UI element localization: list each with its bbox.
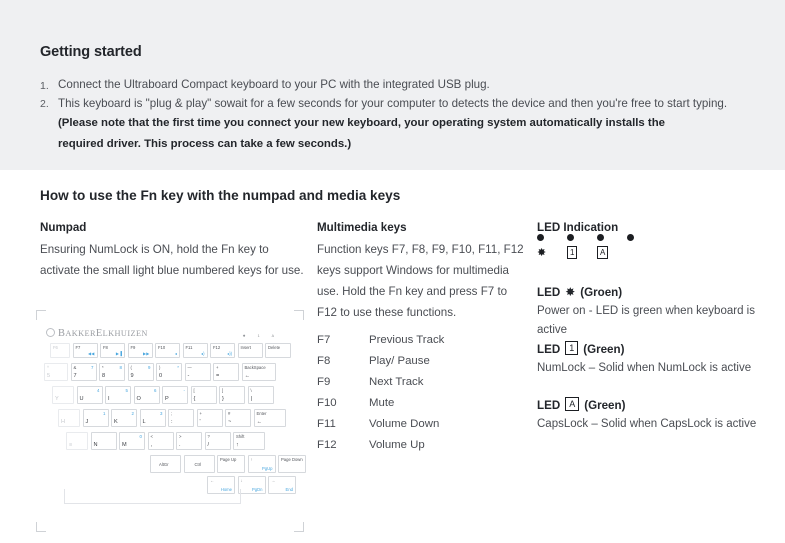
key-i: I 5 [105,386,131,404]
key-f9: F9 ▶▶ [128,343,153,358]
fn-key-action: Mute [369,397,395,409]
numpad-body: Ensuring NumLock is ON, hold the Fn key to activate the small light blue numbered keys for use. [40,243,304,277]
list-item-text: This keyboard is "plug & play" sowait for a few seconds for your computer to detects the device and then you're free to start typing. [58,96,728,110]
list-item-number: 1. [40,79,49,92]
keyboard-row-function [50,343,294,358]
key-f6: F6 [50,343,70,358]
keyboard-key-grid [47,343,303,526]
led-dot-bluetooth [537,234,544,241]
key-h: H [58,409,80,427]
table-row [317,393,532,414]
key-insert: Insert [238,343,263,358]
key-slash: ? / [205,432,231,450]
keyboard-row-modifiers [150,455,309,473]
key-minus: — - [185,363,211,381]
keyboard-led-numlock: 1 [257,334,260,338]
table-row [317,330,532,351]
key-pgdn: ↓ PgDn [238,476,266,494]
led-color: (Green) [584,398,626,412]
key-comma: < , [148,432,174,450]
key-7: & 7 7 [71,363,97,381]
led-dot-blank [627,234,634,241]
led-label: LED [537,398,561,412]
led-block-heading [537,285,772,299]
brand-logo: BAKKERELKHUIZEN [46,327,148,339]
key-page-down: Page Down [278,455,306,473]
frame-corner-tr [294,310,304,320]
numpad-heading: Numpad [40,221,87,234]
led-indicator-strip [537,234,657,270]
led-label: LED [537,342,561,356]
key-n: N [91,432,117,450]
logo-mark-icon [46,328,55,337]
numlock-icon: 1 [565,342,578,356]
key-u: U 4 [77,386,103,404]
key-bracket-right: ] } [219,386,245,404]
key-f11: F11 ◂) [183,343,208,358]
key-k: K 2 [111,409,137,427]
key-backspace: BackSpace ← [242,363,276,381]
list-item [40,95,740,114]
key-shift-right: Shift ↑ [233,432,265,450]
led-block-power [537,285,772,340]
led-block-heading [537,398,772,412]
key-f7: F7 ◀◀ [73,343,98,358]
led-block-numlock [537,342,772,378]
numlock-icon: 1 [567,246,574,260]
led-color: (Groen) [580,285,623,299]
keyboard-led-capslock: A [271,334,274,338]
key-period: > . [176,432,202,450]
key-y: Y [52,386,74,404]
key-quote: + ' [197,409,223,427]
led-block-capslock [537,398,772,434]
key-l: L 3 [140,409,166,427]
fn-key-name: F12 [317,439,337,451]
table-row [317,414,532,435]
multimedia-column [317,221,527,323]
fn-key-name: F7 [317,334,331,346]
list-item-text: Connect the Ultraboard Compact keyboard to your PC with the integrated USB plug. [58,78,490,91]
key-pgup-fn: ↑ PgUp [248,455,276,473]
led-block-body: CapsLock – Solid when CapsLock is active [537,418,757,430]
keyboard-status-leds [231,324,286,342]
led-block-body: NumLock – Solid when NumLock is active [537,362,752,374]
fn-key-action: Next Track [369,376,424,388]
keyboard-row-home [58,409,288,427]
key-p: P - [162,386,188,404]
key-hash: # ~ [225,409,251,427]
fn-key-name: F11 [317,418,336,430]
led-block-body: Power on - LED is green when keyboard is active [537,305,755,336]
frame-corner-bl [36,522,46,532]
key-home: ← Home [207,476,235,494]
led-dot-numlock [567,234,574,241]
multimedia-body: Function keys F7, F8, F9, F10, F11, F12 keys support Windows for multimedia use. Hold the Fn key and press F7 to F12 to use these functions. [317,243,524,319]
keyboard-row-letters [52,386,276,404]
led-glyph-row [537,246,657,260]
key-m: M 0 [119,432,145,450]
bluetooth-icon: ✸ [537,246,547,259]
led-dot-capslock [597,234,604,241]
key-equals: + = [213,363,239,381]
key-page-up: Page Up [217,455,245,473]
key-backslash: \ | [248,386,274,404]
key-f12: F12 ◂)) [210,343,235,358]
key-j: J 1 [83,409,109,427]
numpad-column [40,221,305,281]
fn-key-name: F10 [317,397,337,409]
capslock-icon: A [565,398,579,412]
fn-key-action: Play/ Pause [369,355,430,367]
bluetooth-icon: ✸ [565,285,576,299]
keyboard-diagram [36,310,304,532]
table-row [317,351,532,372]
table-row [317,372,532,393]
fn-key-action: Previous Track [369,334,445,346]
frame-corner-tl [36,310,46,320]
key-semicolon: ; : [168,409,194,427]
fn-key-action: Volume Up [369,439,425,451]
fn-key-name: F9 [317,376,331,388]
key-9: ( 9 9 [128,363,154,381]
key-bracket-left: [ { [191,386,217,404]
key-0: ) 0 * [156,363,182,381]
led-heading: LED Indication [537,221,619,234]
table-row [317,435,532,456]
key-o: O 6 [134,386,160,404]
key-end: → End [268,476,296,494]
key-shift-left: ≡ [66,432,88,450]
led-block-heading [537,342,772,356]
multimedia-heading: Multimedia keys [317,221,407,234]
getting-started-title: Getting started [40,44,142,60]
key-ctrl: Ctrl [184,455,215,473]
multimedia-key-table [317,330,532,456]
led-dot-row [537,234,657,241]
fn-key-name: F8 [317,355,331,367]
blank-icon [627,246,634,260]
getting-started-note: (Please note that the first time you connect your new keyboard, your operating system automatically installs the required driver. This process can take a few seconds.) [58,117,666,150]
section-title: How to use the Fn key with the numpad and media keys [40,188,401,203]
key-f8: F8 ▶▐ [100,343,125,358]
keyboard-base-edge [64,489,241,504]
led-color: (Green) [583,342,625,356]
key-altgr: AltGr [150,455,181,473]
keyboard-row-numbers [44,363,278,381]
key-enter: Enter ← [254,409,286,427]
list-item-number: 2. [40,98,49,110]
key-f10: F10 ◂ [155,343,180,358]
led-label: LED [537,285,561,299]
key-5: ^ 5 [44,363,68,381]
key-8: * 8 8 [99,363,125,381]
keyboard-led-bluetooth: ✸ [242,334,246,338]
key-delete: Delete [265,343,291,358]
list-item [40,76,740,95]
getting-started-list [40,76,740,155]
capslock-icon: A [597,246,604,260]
fn-key-action: Volume Down [369,418,440,430]
keyboard-row-bottom [66,432,268,450]
